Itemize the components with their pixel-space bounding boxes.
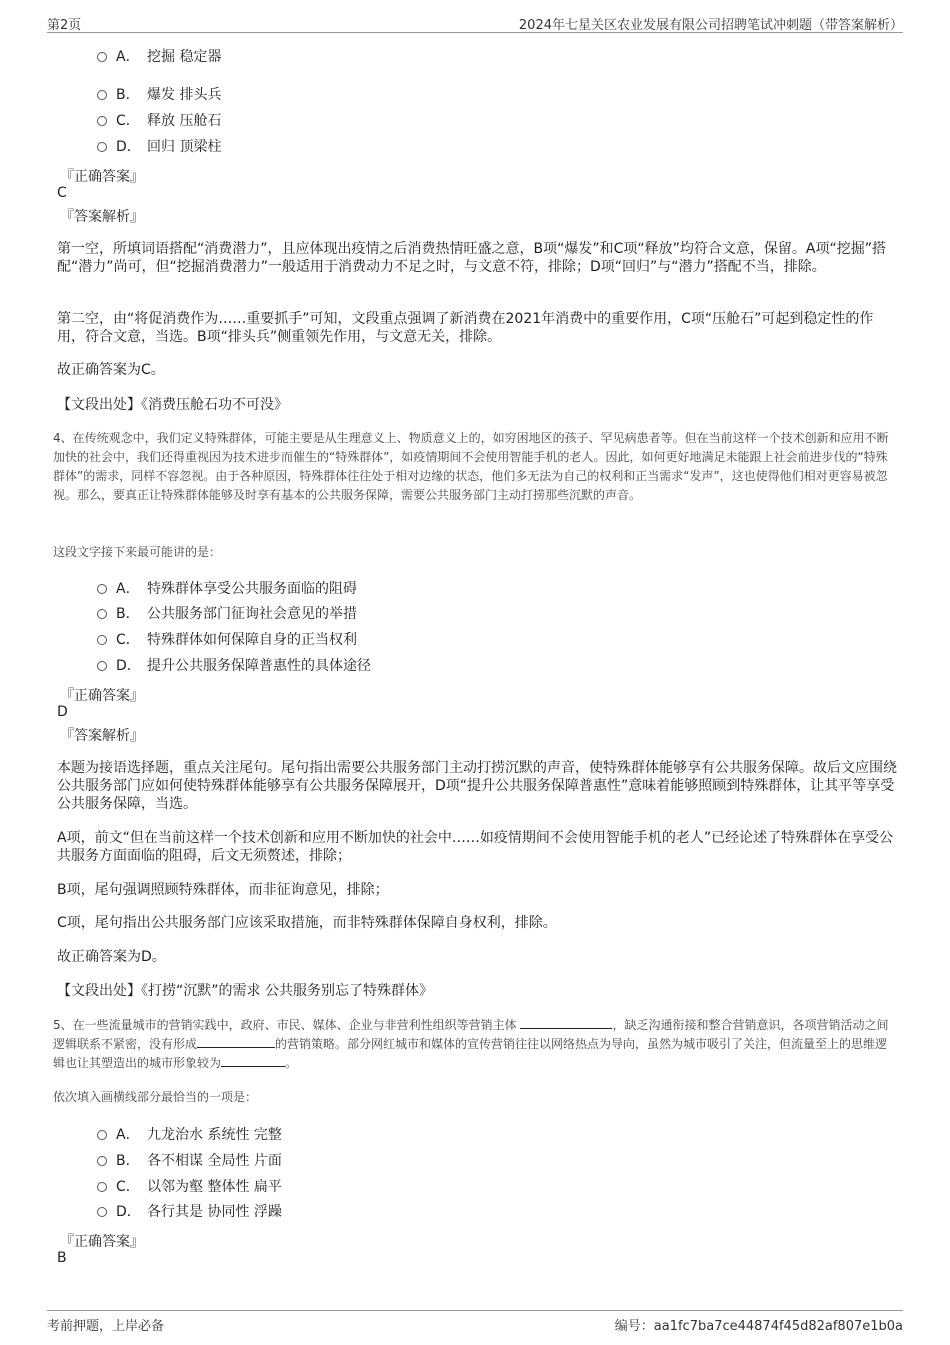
- q3-option-a[interactable]: A． 挖掘 稳定器: [97, 47, 221, 67]
- q4-analysis-paragraph: A项，前文“但在当前这样一个技术创新和应用不断加快的社会中……如疫情期间不会使用智能手机的老人”已经论述了特殊群体在享受公共服务方面面临的阻碍，后文无须赘述，排除；: [57, 830, 894, 864]
- radio-icon[interactable]: [97, 1156, 107, 1166]
- radio-icon[interactable]: [97, 142, 107, 152]
- q5-option-a[interactable]: A． 九龙治水 系统性 完整: [97, 1125, 282, 1145]
- q3-option-d[interactable]: D． 回归 顶梁柱: [97, 137, 221, 157]
- radio-icon[interactable]: [97, 635, 107, 645]
- q3-conclusion: 故正确答案为C。: [57, 362, 165, 378]
- q3-option-c[interactable]: C． 释放 压舱石: [97, 111, 221, 131]
- q4-option-d[interactable]: D． 提升公共服务保障普惠性的具体途径: [97, 656, 371, 676]
- q5-answer: B: [57, 1250, 67, 1266]
- q4-analysis-paragraph: 本题为接语选择题，重点关注尾句。尾句指出需要公共服务部门主动打捞沉默的声音，使特殊群体能够享有公共服务保障。故后文应围绕公共服务部门应如何使特殊群体能够享有公共服务保障展开，D项“提升公共服务保障普惠性”意味着能够照顾到特殊群体，让其平等享受公共服务保障，当选。: [57, 760, 897, 812]
- q4-answer-label: 『正确答案』: [60, 688, 144, 704]
- radio-icon[interactable]: [97, 90, 107, 100]
- radio-icon[interactable]: [97, 609, 107, 619]
- q3-analysis-paragraph: 第二空，由“将促消费作为……重要抓手”可知，文段重点强调了新消费在2021年消费中的重要作用，C项“压舱石”可起到稳定性的作用，符合文意，当选。B项“排头兵”侧重领先作用，与文意无关，排除。: [57, 311, 874, 345]
- q4-option-c[interactable]: C． 特殊群体如何保障自身的正当权利: [97, 630, 357, 650]
- q4-prompt: 这段文字接下来最可能讲的是：: [53, 545, 222, 559]
- q5-option-b[interactable]: B． 各不相谋 全局性 片面: [97, 1151, 282, 1171]
- answer-blank: [520, 1016, 612, 1029]
- q5-option-d[interactable]: D． 各行其是 协同性 浮躁: [97, 1202, 282, 1222]
- radio-icon[interactable]: [97, 1182, 107, 1192]
- q4-source: 【文段出处】《打捞“沉默”的需求 公共服务别忘了特殊群体》: [57, 983, 433, 999]
- q3-analysis-label: 『答案解析』: [60, 209, 144, 225]
- footer-slogan: 考前押题，上岸必备: [47, 1319, 165, 1334]
- radio-icon[interactable]: [97, 661, 107, 671]
- page-number: 第2页: [47, 18, 82, 33]
- q4-question-text: 4、在传统观念中，我们定义特殊群体，可能主要是从生理意义上、物质意义上的，如穷困地区的孩子、罕见病患者等。但在当前这样一个技术创新和应用不断加快的社会中，我们还得重视因为技术进步而催生的“特殊群体”，如疫情期间不会使用智能手机的老人。因此，如何更好地满足未能跟上社会前进步伐的“特殊群体”的需求，同样不容忽视。由于各种原因，特殊群体往往处于相对边缘的状态，他们多无法为自己的权利和正当需求“发声”，这也使得他们相对更容易被忽视。那么，要真正让特殊群体能够及时享有基本的公共服务保障，需要公共服务部门主动打捞那些沉默的声音。: [53, 431, 889, 502]
- document-code: 编号：aa1fc7ba7ce44874f45d82af807e1b0a: [614, 1319, 903, 1334]
- q5-answer-label: 『正确答案』: [60, 1234, 144, 1250]
- q4-analysis-paragraph: C项，尾句指出公共服务部门应该采取措施，而非特殊群体保障自身权利，排除。: [57, 915, 557, 931]
- q4-conclusion: 故正确答案为D。: [57, 949, 166, 965]
- q4-analysis-label: 『答案解析』: [60, 728, 144, 744]
- radio-icon[interactable]: [97, 52, 107, 62]
- q3-analysis-paragraph: 第一空，所填词语搭配“消费潜力”，且应体现出疫情之后消费热情旺盛之意，B项“爆发”和C项“释放”均符合文意，保留。A项“挖掘”搭配“潜力”尚可，但“挖掘消费潜力”一般适用于消费动力不足之时，与文意不符，排除；D项“回归”与“潜力”搭配不当，排除。: [57, 241, 886, 275]
- answer-blank: [221, 1054, 285, 1067]
- q5-question-text: 5、在一些流量城市的营销实践中，政府、市民、媒体、企业与非营利性组织等营销主体 ，缺乏沟通衔接和整合营销意识，各项营销活动之间逻辑联系不紧密，没有形成 的营销策略。部分网红城市和媒体的宣传营销往往以网络热点为导向，虽然为城市吸引了关注，但流量至上的思维逻辑也让其塑造出的城市形象较为 。: [53, 1018, 889, 1070]
- radio-icon[interactable]: [97, 584, 107, 594]
- q5-option-c[interactable]: C． 以邻为壑 整体性 扁平: [97, 1177, 282, 1197]
- q4-option-b[interactable]: B． 公共服务部门征询社会意见的举措: [97, 604, 357, 624]
- q4-option-a[interactable]: A． 特殊群体享受公共服务面临的阻碍: [97, 579, 357, 599]
- q5-prompt: 依次填入画横线部分最恰当的一项是：: [53, 1090, 258, 1104]
- radio-icon[interactable]: [97, 1130, 107, 1140]
- q3-answer-label: 『正确答案』: [60, 169, 144, 185]
- q3-answer: C: [57, 185, 67, 201]
- q3-source: 【文段出处】《消费压舱石功不可没》: [57, 397, 288, 413]
- radio-icon[interactable]: [97, 116, 107, 126]
- document-title: 2024年七星关区农业发展有限公司招聘笔试冲刺题（带答案解析）: [518, 18, 903, 33]
- page-header: [47, 12, 903, 33]
- q4-answer: D: [57, 704, 68, 720]
- answer-blank: [197, 1035, 275, 1048]
- q4-analysis-paragraph: B项，尾句强调照顾特殊群体，而非征询意见，排除；: [57, 882, 389, 898]
- radio-icon[interactable]: [97, 1207, 107, 1217]
- q3-option-b[interactable]: B． 爆发 排头兵: [97, 85, 221, 105]
- page-footer: [47, 1310, 903, 1336]
